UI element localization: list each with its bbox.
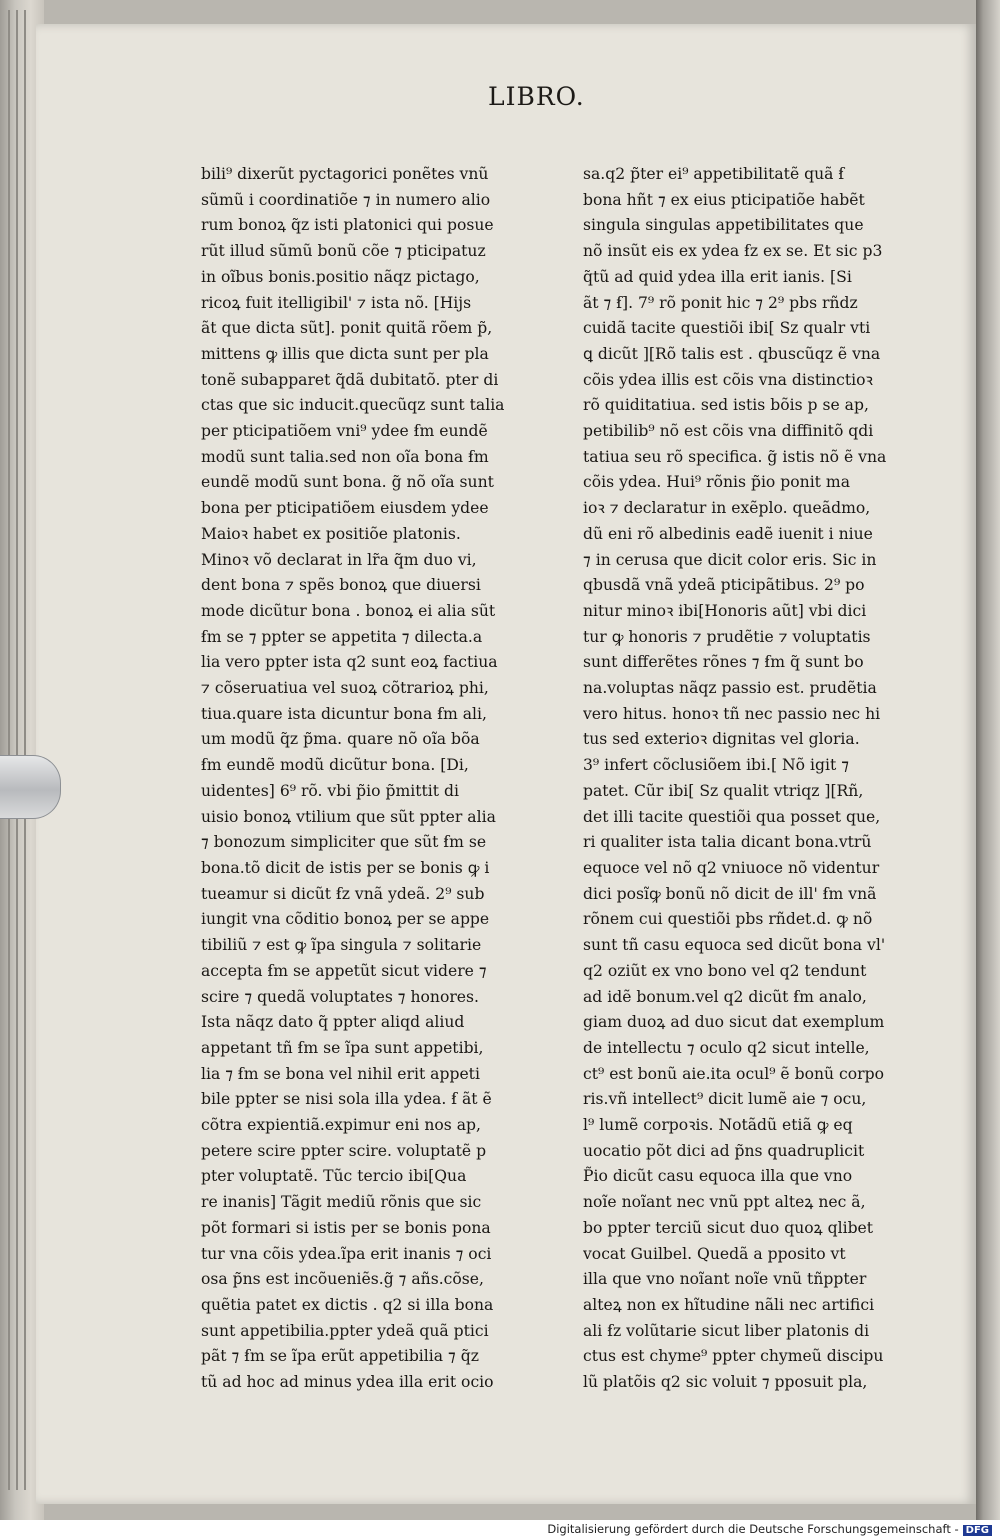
text-line: um modũ q̃z p̃ma. quare nõ oĩa bõa (201, 730, 480, 749)
text-line: dent bona ⁊ spẽs bonoꝝ que diuersi (201, 576, 481, 595)
text-line: lũ platõis q2 sic voluit ⁊ pposuit pla, (583, 1373, 868, 1392)
text-line: Maioꝛ habet ex positiõe platonis. (201, 524, 461, 543)
text-line: tonẽ subapparet q̃dã dubitatõ. pter di (201, 370, 499, 389)
text-line: ali ẜz volũtarie sicut liber platonis di (583, 1321, 870, 1340)
footer-bar (0, 1520, 1000, 1539)
text-line: uisio bonoꝝ vtilium que sũt ppter alia (201, 807, 496, 826)
text-line: ct⁹ est bonũ aie.ita ocul⁹ ẽ bonũ corpo (583, 1064, 884, 1083)
text-line: ctus est chyme⁹ ppter chymeũ discipu (583, 1347, 884, 1366)
text-line: singula singulas appetibilitates que (583, 216, 864, 235)
text-line: ⁊ bonozum simpliciter que sũt ẜm se (201, 833, 487, 852)
text-line: tibiliũ ⁊ est ꝙ ĩpa singula ⁊ solitarie (201, 936, 482, 955)
text-line: põt formari si istis per se bonis pona (201, 1218, 491, 1237)
text-line: patet. Cũr ibi[ Sz qualit vtriqz ][Rñ, (583, 781, 864, 800)
text-line: sunt tñ casu equoca sed dicũt bona vl' (583, 936, 886, 955)
text-line: ricoꝝ fuit itelligibil' ⁊ ista nõ. [Hijs (201, 293, 472, 312)
text-line: eundẽ modũ sunt bona. g̃ nõ oĩa sunt (201, 473, 494, 492)
text-line: bili⁹ dixerũt pyctagorici ponẽtes vnũ (201, 165, 489, 183)
text-line: cuidã tacite questiõi ibi[ Sz qualr vti (583, 319, 871, 338)
text-line: de intellectu ⁊ oculo q2 sicut intelle, (583, 1038, 870, 1057)
text-line: ris.vñ intellect⁹ dicit lumẽ aie ⁊ ocu, (583, 1090, 867, 1109)
text-line: ⁊ cõseruatiua vel suoꝝ cõtrarioꝝ phi, (201, 679, 489, 698)
text-line: ⁊ in cerusa que dicit color eris. Sic in (583, 550, 877, 569)
text-line: equoce vel nõ q2 vniuoce nõ videntur (583, 858, 880, 877)
text-column-right (583, 162, 928, 1396)
text-line: quẽtia patet ex dictis . q2 si illa bona (201, 1295, 494, 1314)
page-stack-line (16, 10, 18, 1490)
text-line: bona hñt ⁊ ex eius pticipatiõe habẽt (583, 190, 865, 209)
text-line: per pticipatiõem vni⁹ ydee ẜm eundẽ (201, 422, 488, 441)
text-line: in oĩbus bonis.positio nãqz pictago, (201, 267, 480, 286)
text-line: rũt illud sũmũ bonũ cõe ⁊ pticipatuz (201, 242, 486, 261)
text-line: tũ ad hoc ad minus ydea illa erit ocio (201, 1373, 494, 1392)
text-line: alteꝝ non ex hĩtudine nãli nec artifici (583, 1295, 875, 1314)
text-line: petere scire ppter scire. voluptatẽ p (201, 1141, 487, 1160)
text-line: sunt appetibilia.ppter ydeã quã ptici (201, 1321, 489, 1340)
text-line: lia vero ppter ista q2 sunt eoꝝ factiua (201, 653, 498, 672)
text-line: ad idẽ bonum.vel q2 dicũt ẜm analo, (583, 987, 867, 1006)
text-line: bo ppter terciũ sicut duo quoꝝ qlibet (583, 1218, 874, 1237)
text-line: osa p̃ns est incõueniẽs.g̃ ⁊ añs.cõse, (201, 1270, 484, 1289)
text-line: ẜm se ⁊ ppter se appetita ⁊ dilecta.a (201, 627, 483, 646)
text-line: rum bonoꝝ q̃z isti platonici qui posue (201, 216, 494, 235)
text-line: tur ꝙ honoris ⁊ prudẽtie ⁊ voluptatis (583, 627, 871, 646)
text-line: na.voluptas nãqz passio est. prudẽtia (583, 679, 877, 698)
page-stack-line (8, 10, 10, 1490)
text-line: appetant tñ ẜm se ĩpa sunt appetibi, (201, 1038, 484, 1057)
text-line: det illi tacite questiõi qua posset que, (583, 807, 881, 826)
text-line: tatiua seu rõ specifica. g̃ istis nõ ẽ vna (583, 447, 887, 466)
text-line: tueamur si dicũt ẜz vnã ydeã. 2⁹ sub (201, 884, 485, 903)
text-line: mode dicũtur bona . bonoꝝ ei alia sũt (201, 601, 496, 620)
page-stack-line (24, 10, 26, 1490)
text-line: ẜm eundẽ modũ dicũtur bona. [Di, (201, 756, 469, 775)
text-line: nitur minoꝛ ibi[Honoris aũt] vbi dici (583, 601, 867, 620)
text-line: pãt ⁊ ẜm se ĩpa erũt appetibilia ⁊ q̃z (201, 1347, 479, 1366)
text-line: cõtra expientiã.expimur eni nos ap, (201, 1116, 481, 1135)
running-head: LIBRO. (488, 82, 585, 111)
text-line: ctas que sic inducit.quecũqz sunt talia (201, 396, 505, 415)
text-line: vero hitus. honoꝛ tñ nec passio nec hi (583, 704, 881, 723)
text-line: ri qualiter ista talia dicant bona.vtrũ (583, 833, 872, 852)
footer-credit (547, 1522, 992, 1536)
text-line: dũ eni rõ albedinis eadẽ iuenit i niue (583, 524, 873, 543)
text-line: pter voluptatẽ. Tũc tercio ibi[Qua (201, 1167, 467, 1186)
text-line: rõnem cui questiõi pbs rñdet.d. ꝙ nõ (583, 910, 873, 929)
text-line: nõ insũt eis ex ydea ẜz ex se. Et sic p3 (583, 242, 883, 261)
text-line: bona.tõ dicit de istis per se bonis ꝙ i (201, 858, 490, 877)
text-line: accepta ẜm se appetũt sicut videre ⁊ (201, 961, 487, 980)
text-line: re inanis] Tãgit mediũ rõnis que sic (201, 1193, 482, 1212)
text-line: ãt que dicta sũt]. ponit quitã rõem p̃, (201, 319, 493, 338)
book-right-edge (976, 0, 1000, 1520)
text-line: tus sed exterioꝛ dignitas vel gloria. (583, 730, 860, 749)
footer-credit-text: Digitalisierung gefördert durch die Deutsche Forschungsgemeinschaft - (547, 1522, 959, 1536)
text-line: tiua.quare ista dicuntur bona ẜm ali, (201, 704, 487, 723)
text-line: bile ppter se nisi sola illa ydea. ẜ ãt ẽ (201, 1090, 492, 1109)
text-line: sa.q2 p̃ter ei⁹ appetibilitatẽ quã ẜ (583, 165, 845, 183)
text-line: cõis ydea illis est cõis vna distinctioꝛ (583, 370, 873, 389)
text-line: giam duoꝝ ad duo sicut dat exemplum (583, 1013, 885, 1032)
text-line: l⁹ lumẽ corpoꝛis. Notãdũ etiã ꝙ eq (583, 1116, 853, 1135)
text-line: mittens ꝙ illis que dicta sunt per pla (201, 344, 489, 363)
text-line: bona per pticipatiõem eiusdem ydee (201, 499, 489, 518)
text-line: iungit vna cõditio bonoꝝ per se appe (201, 910, 490, 929)
text-line: ioꝛ ⁊ declaratur in exẽplo. queãdmo, (583, 499, 871, 518)
text-line: qbusdã vnã ydeã pticipãtibus. 2⁹ po (583, 576, 865, 595)
text-line: modũ sunt talia.sed non oĩa bona ẜm (201, 447, 489, 466)
text-line: petibilib⁹ nõ est cõis vna diffinitõ qdi (583, 422, 874, 441)
text-line: q̃tũ ad quid ydea illa erit ianis. [Si (583, 267, 852, 286)
text-line: tur vna cõis ydea.ĩpa erit inanis ⁊ oci (201, 1244, 492, 1263)
text-line: 3⁹ infert cõclusiõem ibi.[ Nõ igit ⁊ (583, 756, 849, 775)
text-line: ꝗ dicũt ][Rõ talis est . qbuscũqz ẽ vna (583, 344, 881, 363)
text-column-left (201, 162, 546, 1396)
text-line: q2 oziũt ex vno bono vel q2 tendunt (583, 961, 867, 980)
text-line: Minoꝛ võ declarat in lr̃a q̃m duo vi, (201, 550, 477, 569)
text-line: sunt differẽtes rõnes ⁊ ẜm q̃ sunt bo (583, 653, 864, 672)
text-line: P̃io dicũt casu equoca illa que vno (583, 1167, 853, 1186)
text-line: sũmũ i coordinatiõe ⁊ in numero alio (201, 190, 491, 209)
text-line: uidentes] 6⁹ rõ. vbi p̃io p̃mittit di (201, 781, 459, 800)
text-line: lia ⁊ ẜm se bona vel nihil erit appeti (201, 1064, 480, 1083)
text-line: cõis ydea. Hui⁹ rõnis p̃io ponit ma (583, 473, 850, 492)
text-line: uocatio põt dici ad p̃ns quadruplicit (583, 1141, 865, 1160)
text-line: dici posĩꝙ bonũ nõ dicit de ill' ẜm vnã (583, 884, 877, 903)
text-line: illa que vno noĩant noĩe vnũ tñppter (583, 1270, 867, 1289)
text-line: Ista nãqz dato q̃ ppter aliqd aliud (201, 1013, 465, 1032)
text-line: rõ quiditatiua. sed istis bõis p se ap, (583, 396, 869, 415)
text-line: noĩe noĩant nec vnũ ppt alteꝝ nec ã, (583, 1193, 866, 1212)
text-line: vocat Guilbel. Quedã a pposito vt (583, 1244, 846, 1263)
page-clip (0, 755, 61, 819)
text-line: ãt ⁊ ẜ]. 7⁹ rõ ponit hic ⁊ 2⁹ pbs rñdz (583, 293, 858, 312)
text-line: scire ⁊ quedã voluptates ⁊ honores. (201, 987, 479, 1006)
dfg-logo: DFG (963, 1525, 992, 1536)
